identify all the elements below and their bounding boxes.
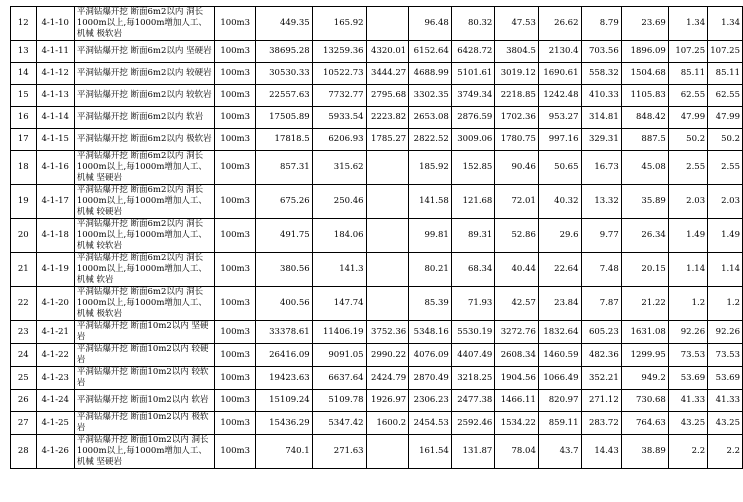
value-cell: 92.26	[668, 321, 707, 344]
table-row	[11, 7, 743, 41]
value-cell: 89.31	[451, 219, 495, 253]
value-cell: 1299.95	[621, 344, 668, 367]
item-description-cell: 平洞钻爆开挖 断面6m2以内 较硬岩	[74, 63, 214, 85]
value-cell: 33378.61	[256, 321, 312, 344]
value-cell: 410.33	[581, 85, 621, 107]
value-cell: 2.03	[668, 185, 707, 219]
value-cell: 50.2	[668, 129, 707, 151]
item-description-cell: 平洞钻爆开挖 断面6m2以内 极软岩	[74, 129, 214, 151]
value-cell: 380.56	[256, 253, 312, 287]
value-cell: 72.01	[495, 185, 539, 219]
item-code-cell: 4-1-24	[36, 390, 74, 412]
value-cell: 47.99	[708, 107, 743, 129]
value-cell	[366, 287, 409, 321]
value-cell: 3444.27	[366, 63, 409, 85]
value-cell: 482.36	[581, 344, 621, 367]
value-cell: 47.99	[668, 107, 707, 129]
value-cell: 147.74	[312, 287, 366, 321]
value-cell: 1780.75	[495, 129, 539, 151]
unit-cell: 100m3	[215, 344, 256, 367]
value-cell: 90.46	[495, 151, 539, 185]
row-number-cell: 12	[11, 7, 37, 41]
value-cell: 605.23	[581, 321, 621, 344]
value-cell: 40.44	[495, 253, 539, 287]
value-cell: 400.56	[256, 287, 312, 321]
table-row	[11, 367, 743, 390]
value-cell: 675.26	[256, 185, 312, 219]
value-cell: 314.81	[581, 107, 621, 129]
value-cell: 22557.63	[256, 85, 312, 107]
value-cell: 1702.36	[495, 107, 539, 129]
value-cell: 5530.19	[451, 321, 495, 344]
unit-cell: 100m3	[215, 321, 256, 344]
value-cell: 1.34	[668, 7, 707, 41]
row-number-cell: 25	[11, 367, 37, 390]
value-cell: 1.14	[668, 253, 707, 287]
unit-cell: 100m3	[215, 185, 256, 219]
value-cell: 2822.52	[409, 129, 452, 151]
item-code-cell: 4-1-22	[36, 344, 74, 367]
unit-cell: 100m3	[215, 107, 256, 129]
value-cell: 4407.49	[451, 344, 495, 367]
value-cell: 3019.12	[495, 63, 539, 85]
value-cell: 53.69	[708, 367, 743, 390]
item-code-cell: 4-1-26	[36, 435, 74, 469]
value-cell: 184.06	[312, 219, 366, 253]
unit-cell: 100m3	[215, 390, 256, 412]
table-row	[11, 107, 743, 129]
value-cell: 85.11	[668, 63, 707, 85]
value-cell: 352.21	[581, 367, 621, 390]
value-cell: 2306.23	[409, 390, 452, 412]
table-row	[11, 253, 743, 287]
value-cell: 1.49	[708, 219, 743, 253]
item-code-cell: 4-1-23	[36, 367, 74, 390]
value-cell: 22.64	[538, 253, 581, 287]
value-cell	[366, 435, 409, 469]
unit-cell: 100m3	[215, 41, 256, 63]
value-cell: 165.92	[312, 7, 366, 41]
value-cell: 4320.01	[366, 41, 409, 63]
item-description-cell: 平洞钻爆开挖 断面6m2以内 洞长1000m以上,每1000m增加人工、机械 极软岩	[74, 7, 214, 41]
value-cell: 3272.76	[495, 321, 539, 344]
value-cell: 161.54	[409, 435, 452, 469]
value-cell: 26416.09	[256, 344, 312, 367]
row-number-cell: 14	[11, 63, 37, 85]
value-cell: 2223.82	[366, 107, 409, 129]
value-cell: 2876.59	[451, 107, 495, 129]
row-number-cell: 21	[11, 253, 37, 287]
value-cell	[366, 185, 409, 219]
unit-cell: 100m3	[215, 412, 256, 435]
value-cell: 41.33	[708, 390, 743, 412]
value-cell: 141.3	[312, 253, 366, 287]
value-cell: 68.34	[451, 253, 495, 287]
row-number-cell: 24	[11, 344, 37, 367]
value-cell: 13.32	[581, 185, 621, 219]
value-cell: 7732.77	[312, 85, 366, 107]
value-cell: 329.31	[581, 129, 621, 151]
item-description-cell: 平洞钻爆开挖 断面10m2以内 极软岩	[74, 412, 214, 435]
value-cell: 1.2	[708, 287, 743, 321]
table-row	[11, 185, 743, 219]
value-cell: 80.21	[409, 253, 452, 287]
value-cell: 2218.85	[495, 85, 539, 107]
value-cell: 9.77	[581, 219, 621, 253]
value-cell: 1.49	[668, 219, 707, 253]
value-cell: 15109.24	[256, 390, 312, 412]
value-cell: 6206.93	[312, 129, 366, 151]
value-cell: 99.81	[409, 219, 452, 253]
item-code-cell: 4-1-15	[36, 129, 74, 151]
value-cell: 949.2	[621, 367, 668, 390]
value-cell: 2608.34	[495, 344, 539, 367]
value-cell: 7.48	[581, 253, 621, 287]
value-cell: 1631.08	[621, 321, 668, 344]
row-number-cell: 28	[11, 435, 37, 469]
value-cell: 43.7	[538, 435, 581, 469]
row-number-cell: 20	[11, 219, 37, 253]
value-cell: 38.89	[621, 435, 668, 469]
value-cell: 558.32	[581, 63, 621, 85]
item-code-cell: 4-1-18	[36, 219, 74, 253]
rate-table	[10, 6, 743, 469]
item-description-cell: 平洞钻爆开挖 断面10m2以内 较硬岩	[74, 344, 214, 367]
value-cell: 1896.09	[621, 41, 668, 63]
value-cell: 857.31	[256, 151, 312, 185]
value-cell: 26.62	[538, 7, 581, 41]
value-cell: 3009.06	[451, 129, 495, 151]
value-cell: 11406.19	[312, 321, 366, 344]
value-cell: 152.85	[451, 151, 495, 185]
table-row	[11, 321, 743, 344]
value-cell: 1504.68	[621, 63, 668, 85]
value-cell: 4688.99	[409, 63, 452, 85]
value-cell: 26.34	[621, 219, 668, 253]
value-cell: 2.2	[708, 435, 743, 469]
value-cell: 271.12	[581, 390, 621, 412]
row-number-cell: 13	[11, 41, 37, 63]
row-number-cell: 17	[11, 129, 37, 151]
value-cell: 1242.48	[538, 85, 581, 107]
value-cell: 2.2	[668, 435, 707, 469]
row-number-cell: 23	[11, 321, 37, 344]
value-cell: 8.79	[581, 7, 621, 41]
value-cell: 2990.22	[366, 344, 409, 367]
value-cell: 43.25	[708, 412, 743, 435]
value-cell: 2592.46	[451, 412, 495, 435]
value-cell: 1466.11	[495, 390, 539, 412]
value-cell: 71.93	[451, 287, 495, 321]
item-description-cell: 平洞钻爆开挖 断面6m2以内 洞长1000m以上,每1000m增加人工、机械 软岩	[74, 253, 214, 287]
item-code-cell: 4-1-12	[36, 63, 74, 85]
item-description-cell: 平洞钻爆开挖 断面6m2以内 洞长1000m以上,每1000m增加人工、机械 坚硬岩	[74, 151, 214, 185]
value-cell: 7.87	[581, 287, 621, 321]
value-cell: 50.2	[708, 129, 743, 151]
value-cell: 703.56	[581, 41, 621, 63]
unit-cell: 100m3	[215, 85, 256, 107]
value-cell: 73.53	[668, 344, 707, 367]
item-code-cell: 4-1-25	[36, 412, 74, 435]
item-code-cell: 4-1-14	[36, 107, 74, 129]
value-cell: 491.75	[256, 219, 312, 253]
value-cell: 1926.97	[366, 390, 409, 412]
value-cell: 53.69	[668, 367, 707, 390]
value-cell: 764.63	[621, 412, 668, 435]
value-cell: 2424.79	[366, 367, 409, 390]
item-code-cell: 4-1-20	[36, 287, 74, 321]
table-row	[11, 41, 743, 63]
value-cell: 3804.5	[495, 41, 539, 63]
value-cell: 2.55	[708, 151, 743, 185]
value-cell: 6428.72	[451, 41, 495, 63]
value-cell: 3218.25	[451, 367, 495, 390]
unit-cell: 100m3	[215, 129, 256, 151]
value-cell: 2653.08	[409, 107, 452, 129]
value-cell: 2477.38	[451, 390, 495, 412]
value-cell: 92.26	[708, 321, 743, 344]
value-cell: 271.63	[312, 435, 366, 469]
value-cell: 1600.2	[366, 412, 409, 435]
value-cell: 315.62	[312, 151, 366, 185]
item-description-cell: 平洞钻爆开挖 断面10m2以内 洞长1000m以上,每1000m增加人工、机械 坚硬岩	[74, 435, 214, 469]
value-cell: 2870.49	[409, 367, 452, 390]
item-code-cell: 4-1-19	[36, 253, 74, 287]
unit-cell: 100m3	[215, 151, 256, 185]
unit-cell: 100m3	[215, 63, 256, 85]
value-cell: 2454.53	[409, 412, 452, 435]
value-cell: 107.25	[668, 41, 707, 63]
value-cell: 887.5	[621, 129, 668, 151]
unit-cell: 100m3	[215, 7, 256, 41]
value-cell: 141.58	[409, 185, 452, 219]
value-cell	[366, 151, 409, 185]
value-cell: 35.89	[621, 185, 668, 219]
value-cell: 29.6	[538, 219, 581, 253]
value-cell: 5933.54	[312, 107, 366, 129]
value-cell: 15436.29	[256, 412, 312, 435]
value-cell: 953.27	[538, 107, 581, 129]
table-row	[11, 85, 743, 107]
value-cell: 3302.35	[409, 85, 452, 107]
value-cell: 1.34	[708, 7, 743, 41]
row-number-cell: 26	[11, 390, 37, 412]
value-cell: 20.15	[621, 253, 668, 287]
value-cell	[366, 219, 409, 253]
item-code-cell: 4-1-21	[36, 321, 74, 344]
value-cell: 283.72	[581, 412, 621, 435]
item-description-cell: 平洞钻爆开挖 断面6m2以内 洞长1000m以上,每1000m增加人工、机械 极软岩	[74, 287, 214, 321]
item-description-cell: 平洞钻爆开挖 断面6m2以内 较软岩	[74, 85, 214, 107]
table-row	[11, 344, 743, 367]
value-cell: 250.46	[312, 185, 366, 219]
value-cell: 5101.61	[451, 63, 495, 85]
value-cell: 848.42	[621, 107, 668, 129]
item-code-cell: 4-1-17	[36, 185, 74, 219]
value-cell: 52.86	[495, 219, 539, 253]
value-cell: 2.03	[708, 185, 743, 219]
item-code-cell: 4-1-16	[36, 151, 74, 185]
value-cell	[366, 7, 409, 41]
value-cell: 185.92	[409, 151, 452, 185]
value-cell: 1.2	[668, 287, 707, 321]
value-cell: 740.1	[256, 435, 312, 469]
value-cell: 73.53	[708, 344, 743, 367]
item-code-cell: 4-1-10	[36, 7, 74, 41]
value-cell: 23.69	[621, 7, 668, 41]
unit-cell: 100m3	[215, 253, 256, 287]
value-cell: 1105.83	[621, 85, 668, 107]
table-row	[11, 412, 743, 435]
value-cell: 5347.42	[312, 412, 366, 435]
value-cell: 3752.36	[366, 321, 409, 344]
value-cell: 38695.28	[256, 41, 312, 63]
value-cell: 2130.4	[538, 41, 581, 63]
value-cell: 41.33	[668, 390, 707, 412]
item-description-cell: 平洞钻爆开挖 断面6m2以内 洞长1000m以上,每1000m增加人工、机械 较软岩	[74, 219, 214, 253]
row-number-cell: 18	[11, 151, 37, 185]
value-cell: 2.55	[668, 151, 707, 185]
item-description-cell: 平洞钻爆开挖 断面6m2以内 洞长1000m以上,每1000m增加人工、机械 较硬岩	[74, 185, 214, 219]
item-description-cell: 平洞钻爆开挖 断面10m2以内 软岩	[74, 390, 214, 412]
table-row	[11, 151, 743, 185]
value-cell: 19423.63	[256, 367, 312, 390]
value-cell: 4076.09	[409, 344, 452, 367]
value-cell: 62.55	[668, 85, 707, 107]
value-cell: 42.57	[495, 287, 539, 321]
table-row	[11, 129, 743, 151]
value-cell: 5348.16	[409, 321, 452, 344]
value-cell: 17818.5	[256, 129, 312, 151]
value-cell: 820.97	[538, 390, 581, 412]
item-description-cell: 平洞钻爆开挖 断面10m2以内 坚硬岩	[74, 321, 214, 344]
value-cell	[366, 253, 409, 287]
value-cell: 1534.22	[495, 412, 539, 435]
value-cell: 730.68	[621, 390, 668, 412]
value-cell: 23.84	[538, 287, 581, 321]
table-row	[11, 219, 743, 253]
value-cell: 43.25	[668, 412, 707, 435]
value-cell: 30530.33	[256, 63, 312, 85]
row-number-cell: 16	[11, 107, 37, 129]
unit-cell: 100m3	[215, 219, 256, 253]
unit-cell: 100m3	[215, 367, 256, 390]
value-cell: 1904.56	[495, 367, 539, 390]
value-cell: 449.35	[256, 7, 312, 41]
value-cell: 1460.59	[538, 344, 581, 367]
row-number-cell: 19	[11, 185, 37, 219]
row-number-cell: 15	[11, 85, 37, 107]
value-cell: 2795.68	[366, 85, 409, 107]
row-number-cell: 22	[11, 287, 37, 321]
value-cell: 85.39	[409, 287, 452, 321]
value-cell: 107.25	[708, 41, 743, 63]
table-row	[11, 63, 743, 85]
value-cell: 45.08	[621, 151, 668, 185]
value-cell: 859.11	[538, 412, 581, 435]
row-number-cell: 27	[11, 412, 37, 435]
item-description-cell: 平洞钻爆开挖 断面10m2以内 较软岩	[74, 367, 214, 390]
value-cell: 16.73	[581, 151, 621, 185]
table-row	[11, 390, 743, 412]
value-cell: 121.68	[451, 185, 495, 219]
value-cell: 13259.36	[312, 41, 366, 63]
table-row	[11, 287, 743, 321]
value-cell: 131.87	[451, 435, 495, 469]
value-cell: 17505.89	[256, 107, 312, 129]
value-cell: 10522.73	[312, 63, 366, 85]
value-cell: 5109.78	[312, 390, 366, 412]
value-cell: 1690.61	[538, 63, 581, 85]
item-description-cell: 平洞钻爆开挖 断面6m2以内 软岩	[74, 107, 214, 129]
item-code-cell: 4-1-13	[36, 85, 74, 107]
value-cell: 1785.27	[366, 129, 409, 151]
table-row	[11, 435, 743, 469]
value-cell: 6152.64	[409, 41, 452, 63]
value-cell: 9091.05	[312, 344, 366, 367]
item-code-cell: 4-1-11	[36, 41, 74, 63]
value-cell: 1832.64	[538, 321, 581, 344]
value-cell: 96.48	[409, 7, 452, 41]
item-description-cell: 平洞钻爆开挖 断面6m2以内 坚硬岩	[74, 41, 214, 63]
value-cell: 80.32	[451, 7, 495, 41]
unit-cell: 100m3	[215, 435, 256, 469]
value-cell: 1.14	[708, 253, 743, 287]
value-cell: 50.65	[538, 151, 581, 185]
unit-cell: 100m3	[215, 287, 256, 321]
value-cell: 1066.49	[538, 367, 581, 390]
value-cell: 47.53	[495, 7, 539, 41]
value-cell: 14.43	[581, 435, 621, 469]
value-cell: 78.04	[495, 435, 539, 469]
value-cell: 3749.34	[451, 85, 495, 107]
value-cell: 40.32	[538, 185, 581, 219]
value-cell: 85.11	[708, 63, 743, 85]
value-cell: 997.16	[538, 129, 581, 151]
value-cell: 21.22	[621, 287, 668, 321]
value-cell: 6637.64	[312, 367, 366, 390]
value-cell: 62.55	[708, 85, 743, 107]
